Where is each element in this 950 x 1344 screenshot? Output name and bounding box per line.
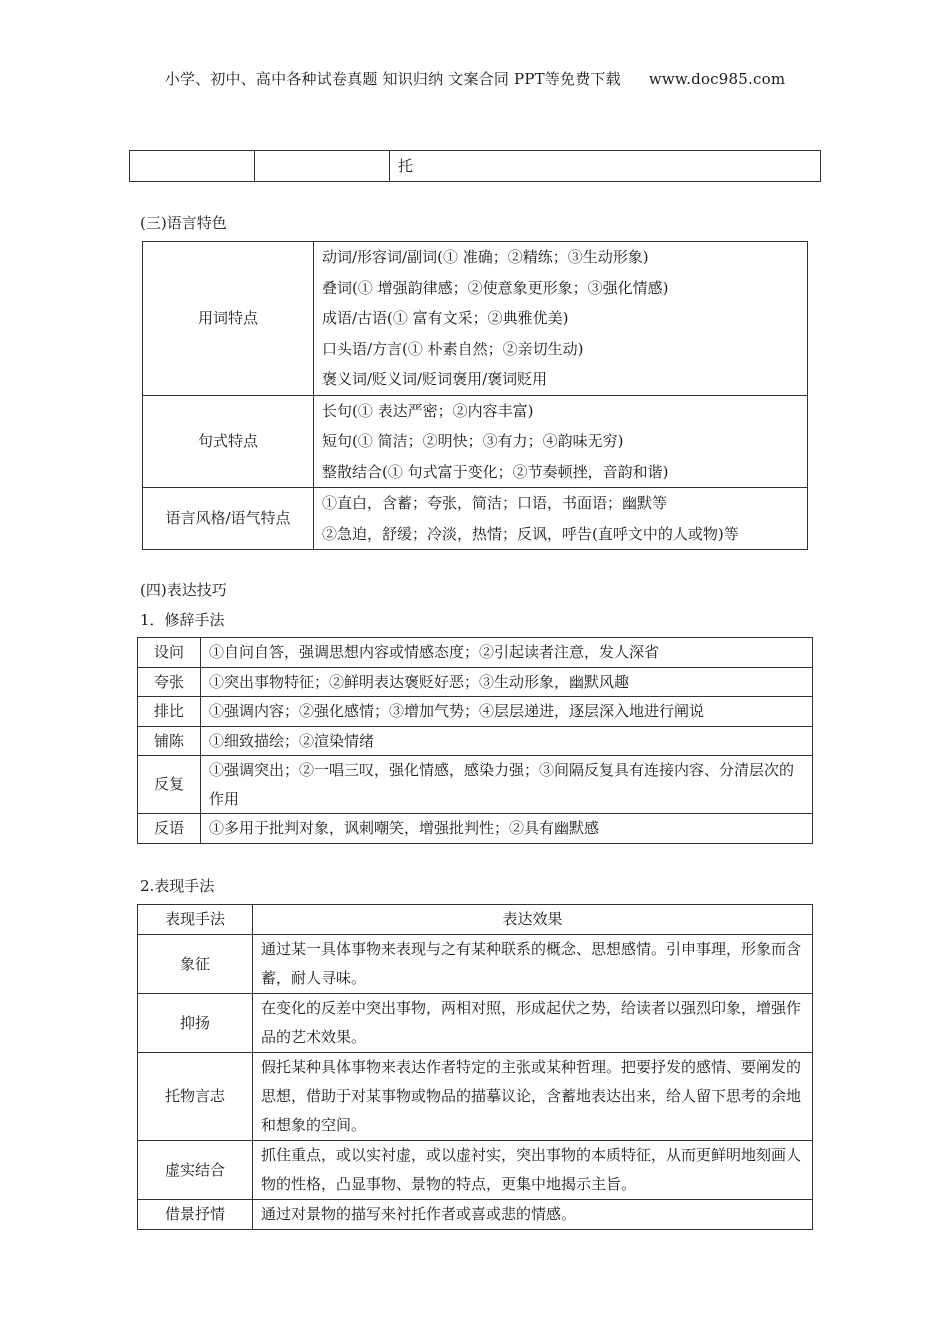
rhetoric-name: 夸张 [138,667,201,697]
technique-name: 托物言志 [138,1053,253,1141]
page-header [0,68,950,89]
top-cell-1 [130,151,255,182]
rhetoric-effect: ①突出事物特征；②鲜明表达褒贬好恶；③生动形象，幽默风趣 [201,667,813,697]
technique-effect: 通过对景物的描写来衬托作者或喜或悲的情感。 [253,1200,813,1230]
rhetoric-table [137,637,813,844]
rhetoric-effect: ①多用于批判对象，讽刺嘲笑，增强批判性；②具有幽默感 [201,814,813,844]
content-line: 长句(① 表达严密；②内容丰富) [322,401,534,420]
section3-title: (三)语言特色 [140,214,227,232]
technique-name: 象征 [138,935,253,994]
technique-name: 虚实结合 [138,1141,253,1200]
column-header: 表达效果 [253,905,813,935]
content-line: ②急迫，舒缓；冷淡，热情；反讽，呼告(直呼文中的人或物)等 [322,524,739,543]
rhetoric-name: 设问 [138,638,201,668]
table-row [138,1141,813,1200]
rhetoric-effect: ①细致描绘；②渲染情绪 [201,726,813,756]
content-line: 成语/古语(① 富有文采；②典雅优美) [322,309,569,327]
table-row [138,667,813,697]
technique-name: 借景抒情 [138,1200,253,1230]
header-site: www.doc985.com [648,70,786,88]
content-cell [314,395,808,488]
technique-name: 抑扬 [138,994,253,1053]
rhetoric-name: 反复 [138,756,201,814]
content-cell [314,488,808,550]
content-line: ①直白，含蓄；夸张，简洁；口语，书面语；幽默等 [322,494,668,512]
top-cell-2 [255,151,390,182]
table-row [138,1200,813,1230]
content-line: 短句(① 简洁；②明快；③有力；④韵味无穷) [322,432,624,450]
category-cell: 句式特点 [143,395,314,488]
top-cell-3: 托 [390,151,821,182]
content-cell [314,242,808,396]
table-row [138,638,813,668]
table-row [138,697,813,727]
category-cell: 用词特点 [143,242,314,396]
expression-title: 2.表现手法 [140,877,215,895]
table-header-row [138,905,813,935]
table-row [138,935,813,994]
rhetoric-effect: ①强调突出；②一唱三叹，强化情感，感染力强；③间隔反复具有连接内容、分清层次的作用 [201,756,813,814]
technique-effect: 假托某种具体事物来表达作者特定的主张或某种哲理。把要抒发的感情、要阐发的思想，借助于对某事物或物品的描摹议论，含蓄地表达出来，给人留下思考的余地和想象的空间。 [253,1053,813,1141]
rhetoric-name: 排比 [138,697,201,727]
top-table-fragment [129,150,821,182]
category-cell: 语言风格/语气特点 [143,488,314,550]
expression-table [137,904,813,1230]
header-text: 小学、初中、高中各种试卷真题 知识归纳 文案合同 PPT等免费下载 [164,70,621,88]
technique-effect: 通过某一具体事物来表现与之有某种联系的概念、思想感情。引申事理，形象而含蓄，耐人寻味。 [253,935,813,994]
table-row [138,814,813,844]
rhetoric-effect: ①自问自答，强调思想内容或情感态度；②引起读者注意，发人深省 [201,638,813,668]
table-row [138,756,813,814]
technique-effect: 抓住重点，或以实衬虚，或以虚衬实，突出事物的本质特征，从而更鲜明地刻画人物的性格，凸显事物、景物的特点，更集中地揭示主旨。 [253,1141,813,1200]
rhetoric-name: 铺陈 [138,726,201,756]
table-row [138,726,813,756]
rhetoric-title: 1．修辞手法 [140,611,225,629]
content-line: 动词/形容词/副词(① 准确；②精练；③生动形象) [322,248,649,266]
column-header: 表现手法 [138,905,253,935]
rhetoric-name: 反语 [138,814,201,844]
table-row [143,488,808,550]
table-row [138,1053,813,1141]
content-line: 叠词(① 增强韵律感；②使意象更形象；③强化情感) [322,278,669,297]
table-row [138,994,813,1053]
table-row [143,395,808,488]
technique-effect: 在变化的反差中突出事物，两相对照，形成起伏之势，给读者以强烈印象，增强作品的艺术效果。 [253,994,813,1053]
language-features-table [142,241,808,550]
section4-title: (四)表达技巧 [140,581,227,599]
content-line: 整散结合(① 句式富于变化；②节奏顿挫，音韵和谐) [322,462,669,481]
content-line: 褒义词/贬义词/贬词褒用/褒词贬用 [322,370,548,388]
table-row [143,242,808,396]
rhetoric-effect: ①强调内容；②强化感情；③增加气势；④层层递进，逐层深入地进行阐说 [201,697,813,727]
content-line: 口头语/方言(① 朴素自然；②亲切生动) [322,339,584,358]
